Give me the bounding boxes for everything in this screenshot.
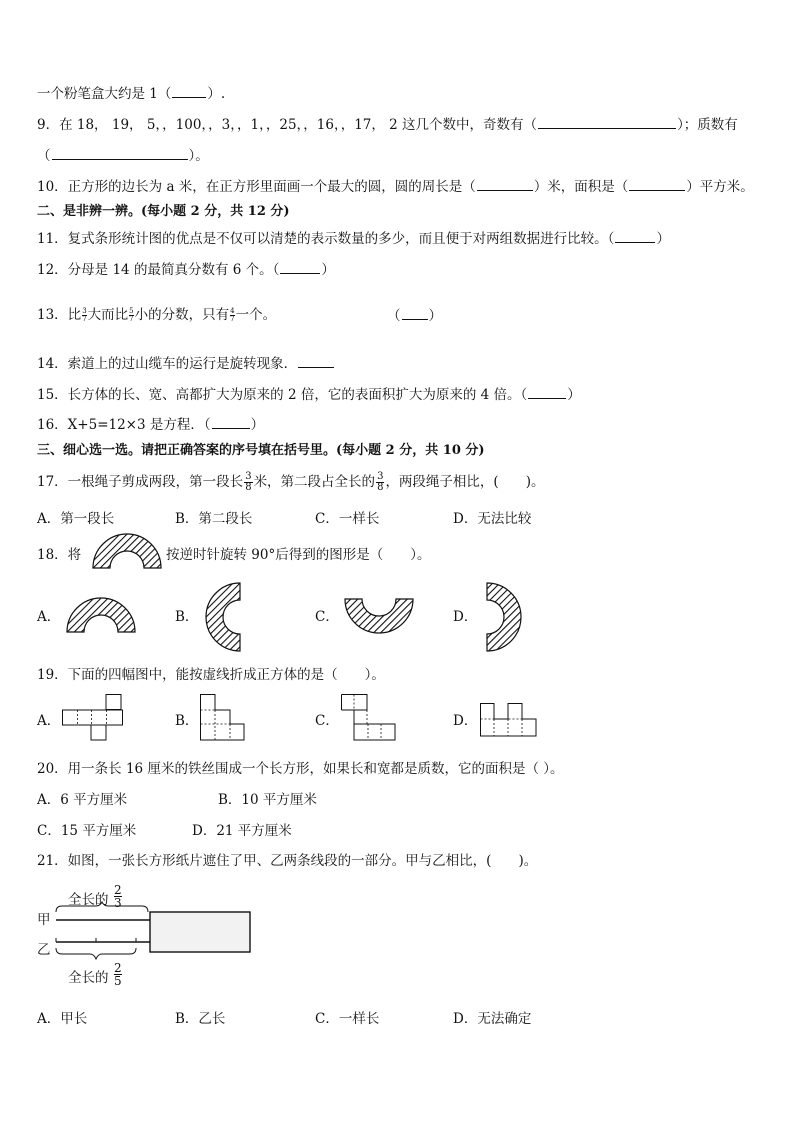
q19-option-a-net[interactable] [62,694,124,742]
q13-text-a: 13．比 [37,307,82,323]
q21-option-a[interactable]: A．甲长 [37,1011,88,1027]
q17-text-a: 17．一根绳子剪成两段，第一段长 [37,474,244,490]
q19-option-c[interactable]: C． [315,713,339,729]
q8-line [37,84,225,103]
q13-frac-3 [230,308,234,323]
q12-close: ） [321,262,335,278]
q9-line2 [37,146,209,165]
q12-line [37,260,335,279]
q16-line [37,415,264,434]
q11-blank[interactable] [615,229,655,243]
q12-blank[interactable] [280,260,320,274]
q10-text-c: ）平方米。 [686,179,754,195]
q10-text-a: 10．正方形的边长为 a 米，在正方形里面画一个最大的圆，圆的周长是（ [37,179,476,195]
q19-option-b-net[interactable] [200,694,246,742]
q18-text-a: 18．将 [37,547,82,563]
q15-close: ） [567,387,581,403]
q20-option-d[interactable]: D．21 平方厘米 [192,823,292,839]
q17-frac-2 [376,472,384,493]
q13-open: （ [387,308,401,324]
q18-option-d[interactable]: D． [453,609,478,625]
q14-line [37,354,335,373]
q18-source-arch [92,533,162,569]
q11-line [37,229,670,248]
q17-option-a[interactable]: A．第一段长 [37,511,115,527]
caption-text: 全长的 [68,970,109,986]
q21-bottom-caption [68,966,109,986]
q21-segment-diagram [52,904,262,964]
frac-den: 5 [114,974,122,988]
q9-prime-blank[interactable] [52,146,188,160]
q10-text-b: ）米，面积是（ [533,179,629,195]
q21-option-d[interactable]: D．无法确定 [453,1011,532,1027]
q9-close: ）。 [188,148,209,164]
q17-frac-1 [244,472,252,493]
q17-text-b: 米，第二段占全长的 [253,474,376,490]
frac-den: 7 [129,315,134,323]
q13-frac-1 [82,308,86,323]
frac-num: 5 [129,307,134,315]
caption-text: 全长的 [68,892,109,908]
frac-den: 7 [230,315,235,323]
q10-perimeter-blank[interactable] [477,177,533,191]
q17-text-c: ，两段绳子相比，( )。 [385,474,545,490]
q8-close: ）. [207,86,226,102]
q16-text: 16．X+5=12×3 是方程．（ [37,417,211,433]
q15-text: 15．长方体的长、宽、高都扩大为原来的 2 倍，它的表面积扩大为原来的 4 倍。（ [37,387,528,403]
q18-text-b: 按逆时针旋转 90°后得到的图形是（ ）。 [166,547,431,563]
frac-den: 8 [377,482,384,493]
q16-blank[interactable] [212,415,250,429]
q15-blank[interactable] [528,385,566,399]
frac-den: 8 [245,482,252,493]
q19-option-c-net[interactable] [341,694,397,742]
q19-option-d-net[interactable] [480,703,538,737]
q21-line: 21．如图，一张长方形纸片遮住了甲、乙两条线段的一部分。甲与乙相比，( )。 [37,853,538,869]
q9-mid: ）；质数有 [677,117,738,133]
q19-line: 19．下面的四幅图中，能按虚线折成正方体的是（ ）。 [37,667,385,683]
section-2-heading: 二、是非辨一辨。(每小题 2 分，共 12 分) [37,204,290,219]
frac-den: 3 [114,896,122,910]
q17-option-c[interactable]: C．一样长 [315,511,380,527]
q17-line [37,472,544,493]
q8-text: 一个粉笔盒大约是 1（ [37,86,172,102]
q13-answer [387,306,442,325]
q18-option-b-arch[interactable] [205,582,241,652]
q9-odd-blank[interactable] [538,115,676,129]
q13-text-b: 大而比 [87,307,129,323]
q20-option-b[interactable]: B．10 平方厘米 [218,792,317,808]
q13-line [37,306,276,324]
frac-den: 7 [82,315,87,323]
section-3-heading: 三、细心选一选。请把正确答案的序号填在括号里。(每小题 2 分，共 10 分) [37,443,485,458]
q15-line [37,385,581,404]
frac-num: 4 [230,307,235,315]
q13-blank[interactable] [402,306,428,320]
q19-option-a[interactable]: A． [37,713,61,729]
q13-text-c: 小的分数，只有 [134,307,230,323]
q19-option-d[interactable]: D． [453,713,478,729]
q20-line: 20．用一条长 16 厘米的铁丝围成一个长方形，如果长和宽都是质数，它的面积是（ ）。 [37,761,564,777]
q9-open: （ [37,148,51,164]
q18-option-c-arch[interactable] [344,598,414,634]
q21-option-b[interactable]: B．乙长 [175,1011,226,1027]
frac-num: 3 [245,471,252,482]
q17-option-b[interactable]: B．第二段长 [175,511,253,527]
q21-bottom-fraction [114,962,122,987]
q11-text: 11．复式条形统计图的优点是不仅可以清楚的表示数量的多少，而且便于对两组数据进行比较。（ [37,231,615,247]
frac-num: 2 [114,883,122,897]
q12-text: 12．分母是 14 的最简真分数有 6 个。（ [37,262,280,278]
q19-option-b[interactable]: B． [175,713,199,729]
q11-close: ） [656,231,670,247]
q16-close: ） [250,417,265,433]
q10-area-blank[interactable] [629,177,685,191]
q18-option-b[interactable]: B． [175,609,199,625]
frac-num: 3 [82,307,87,315]
q20-option-a[interactable]: A．6 平方厘米 [37,792,128,808]
q18-option-d-arch[interactable] [486,582,522,652]
frac-num: 3 [377,471,384,482]
q18-option-a-arch[interactable] [66,597,136,633]
q20-option-c[interactable]: C．15 平方厘米 [37,823,137,839]
q10-line [37,177,754,196]
frac-num: 2 [114,961,122,975]
q14-blank[interactable] [298,354,334,368]
q21-label-yi: 乙 [37,942,51,958]
q21-label-jia: 甲 [37,912,51,928]
q14-text: 14．索道上的过山缆车的运行是旋转现象． [37,356,298,372]
q13-frac-2 [129,308,133,323]
q13-text-d: 一个。 [235,307,277,323]
q18-option-a[interactable]: A． [37,609,61,625]
q21-option-c[interactable]: C．一样长 [315,1011,380,1027]
q13-close: ） [428,308,442,324]
q9-line1 [37,115,738,134]
q18-option-c[interactable]: C． [315,609,339,625]
q9-text: 9．在 18， 19， 5，，100，，3，，1，，25，，16，，17， 2 这几个数中，奇数有（ [37,117,538,133]
q8-blank[interactable] [172,84,206,98]
q17-option-d[interactable]: D．无法比较 [453,511,532,527]
